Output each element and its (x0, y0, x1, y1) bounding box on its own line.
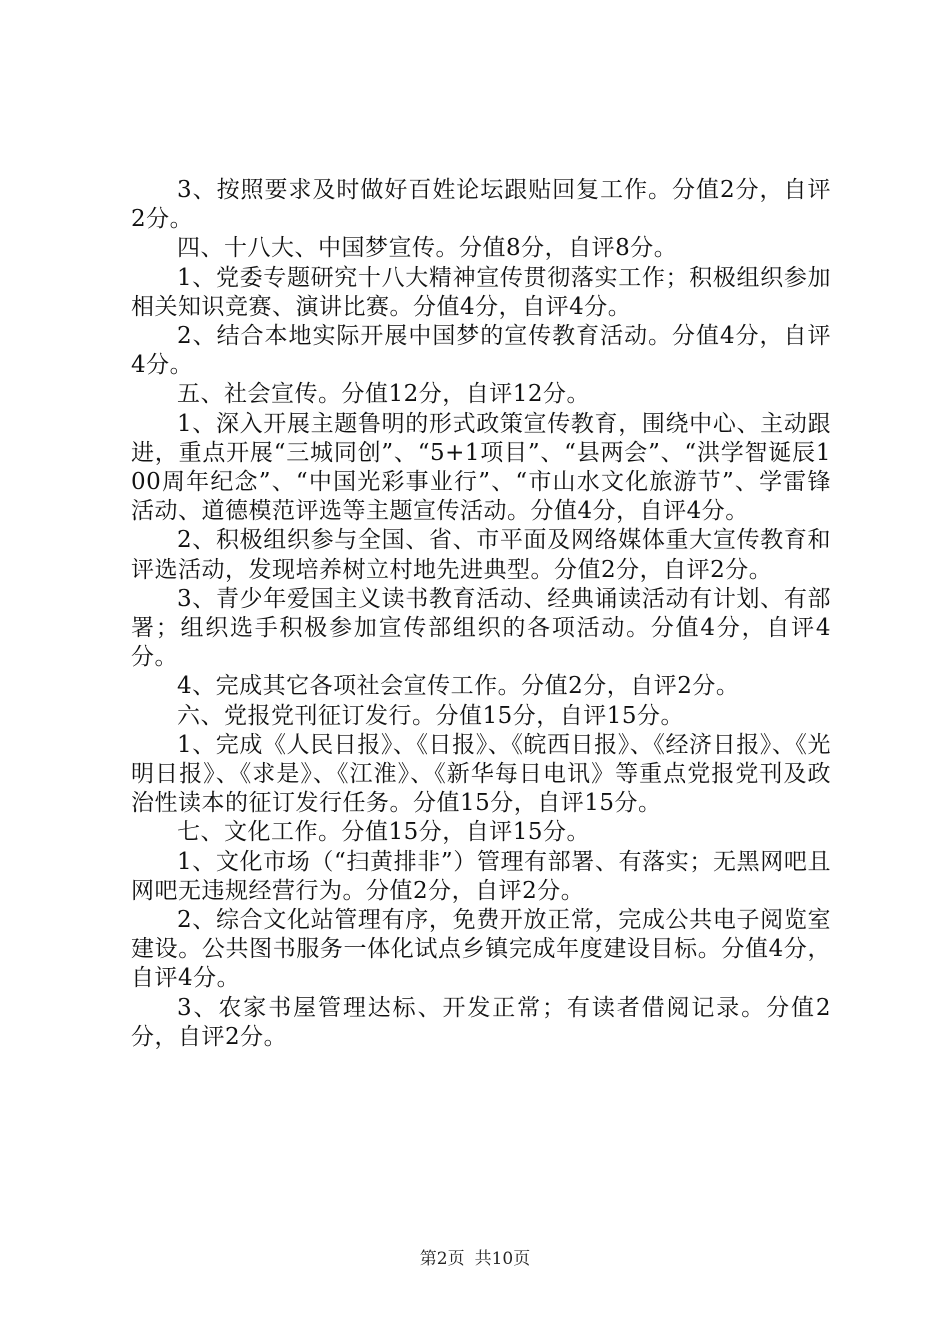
paragraph: 3、按照要求及时做好百姓论坛跟贴回复工作。分值2分，自评2分。 (131, 177, 831, 233)
paragraph: 3、青少年爱国主义读书教育活动、经典诵读活动有计划、有部署；组织选手积极参加宣传部组织的各项活动。分值4分，自评4分。 (131, 585, 831, 671)
paragraph: 2、结合本地实际开展中国梦的宣传教育活动。分值4分，自评4分。 (131, 323, 831, 379)
document-body (131, 176, 831, 1052)
page-total: 共10页 (474, 1249, 531, 1269)
paragraph: 4、完成其它各项社会宣传工作。分值2分，自评2分。 (177, 673, 740, 700)
paragraph: 2、综合文化站管理有序，免费开放正常，完成公共电子阅览室建设。公共图书服务一体化试点乡镇完成年度建设目标。分值4分，自评4分。 (131, 907, 831, 992)
section-heading: 五、社会宣传。分值12分，自评12分。 (177, 381, 591, 408)
page-footer (0, 1244, 950, 1269)
section-heading: 七、文化工作。分值15分，自评15分。 (177, 819, 591, 846)
paragraph: 1、党委专题研究十八大精神宣传贯彻落实工作；积极组织参加相关知识竞赛、演讲比赛。分值4分，自评4分。 (131, 264, 831, 320)
paragraph: 3、农家书屋管理达标、开发正常；有读者借阅记录。分值2分，自评2分。 (131, 994, 831, 1050)
section-heading: 六、党报党刊征订发行。分值15分，自评15分。 (177, 702, 685, 729)
paragraph: 1、文化市场（“扫黄排非”）管理有部署、有落实；无黑网吧且网吧无违规经营行为。分值2分，自评2分。 (131, 848, 831, 904)
section-heading: 四、十八大、中国梦宣传。分值8分，自评8分。 (177, 235, 678, 262)
paragraph: 2、积极组织参与全国、省、市平面及网络媒体重大宣传教育和评选活动，发现培养树立村地先进典型。分值2分，自评2分。 (131, 527, 831, 583)
paragraph: 1、完成《人民日报》、《日报》、《皖西日报》、《经济日报》、《光明日报》、《求是》、《江淮》、《新华每日电讯》等重点党报党刊及政治性读本的征订发行任务。分值15分，自评15分。 (131, 731, 831, 817)
page-number: 第2页 (419, 1249, 465, 1269)
paragraph: 1、深入开展主题鲁明的形式政策宣传教育，围绕中心、主动跟进，重点开展“三城同创”、“5+1项目”、“县两会”、“洪学智诞辰100周年纪念”、“中国光彩事业行”、“市山水文化旅游节”、学雷锋活动、道德模范评选等主题宣传活动。分值4分，自评4分。 (131, 410, 831, 525)
